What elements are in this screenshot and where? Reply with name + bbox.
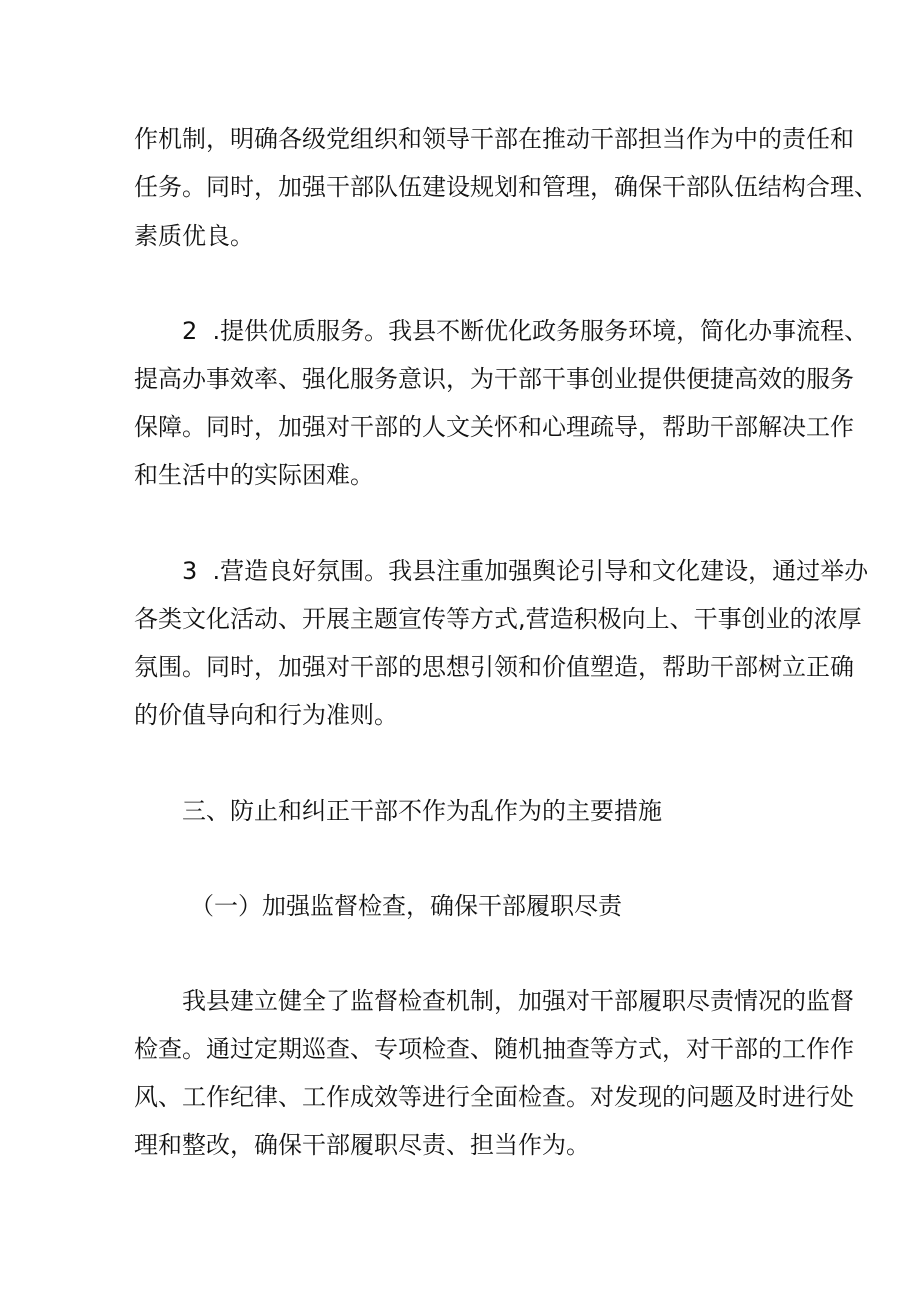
paragraph-line: 素质优良。 [134, 222, 254, 250]
paragraph-line: 理和整改，确保干部履职尽责、担当作为。 [134, 1131, 590, 1159]
paragraph-line: 2 .提供优质服务。我县不断优化政务服务环境，简化办事流程、 [182, 317, 869, 345]
subsection-heading: （一）加强监督检查，确保干部履职尽责 [190, 892, 622, 920]
paragraph-line: 检查。通过定期巡查、专项检查、随机抽查等方式，对干部的工作作 [134, 1035, 854, 1063]
paragraph-line: 氛围。同时，加强对干部的思想引领和价值塑造，帮助干部树立正确 [134, 653, 854, 681]
paragraph-line: 3 .营造良好氛围。我县注重加强舆论引导和文化建设，通过举办 [182, 557, 869, 585]
section-heading: 三、防止和纠正干部不作为乱作为的主要措施 [182, 797, 662, 825]
paragraph-line: 任务。同时，加强干部队伍建设规划和管理，确保干部队伍结构合理、 [134, 173, 878, 201]
paragraph-line: 作机制，明确各级党组织和领导干部在推动干部担当作为中的责任和 [134, 125, 854, 153]
paragraph-line: 的价值导向和行为准则。 [134, 701, 398, 729]
paragraph-line: 我县建立健全了监督检查机制，加强对干部履职尽责情况的监督 [182, 987, 854, 1015]
paragraph-line: 风、工作纪律、工作成效等进行全面检查。对发现的问题及时进行处 [134, 1083, 854, 1111]
paragraph-line: 保障。同时，加强对干部的人文关怀和心理疏导，帮助干部解决工作 [134, 413, 854, 441]
paragraph-line: 和生活中的实际困难。 [134, 461, 374, 489]
paragraph-line: 提高办事效率、强化服务意识，为干部干事创业提供便捷高效的服务 [134, 365, 854, 393]
paragraph-line: 各类文化活动、开展主题宣传等方式,营造积极向上、干事创业的浓厚 [134, 605, 862, 633]
